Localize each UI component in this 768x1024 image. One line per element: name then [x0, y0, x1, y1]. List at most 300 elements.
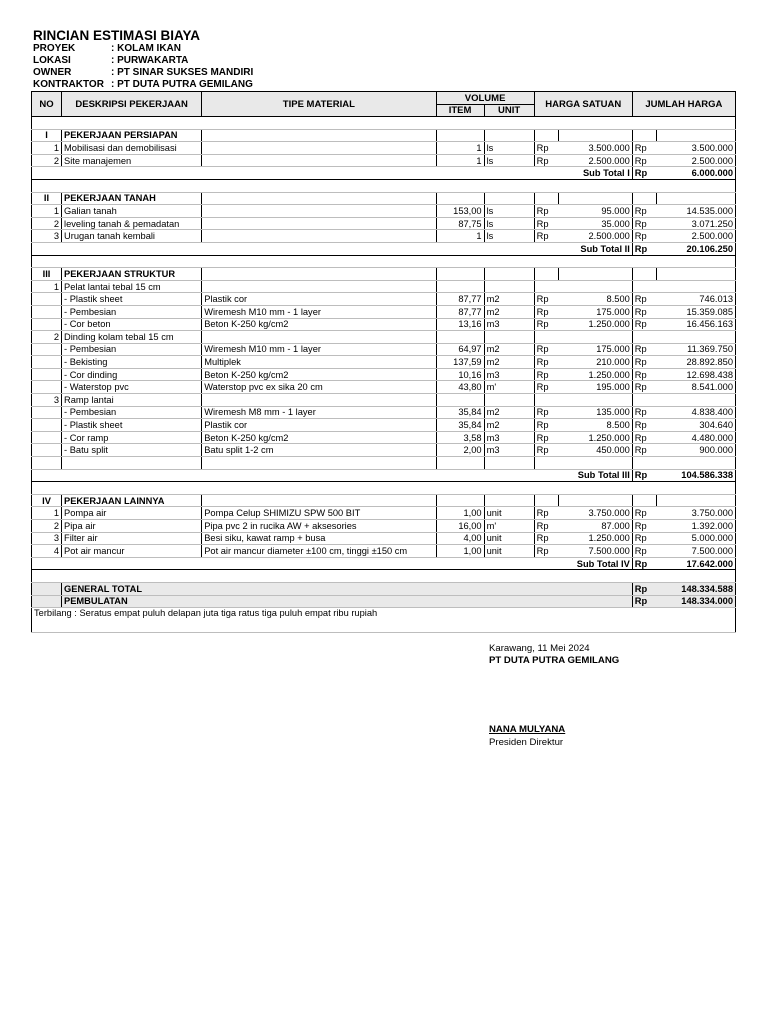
- owner-row: [33, 67, 253, 79]
- subtotal-label: Sub Total III: [32, 469, 633, 482]
- total-price: [656, 457, 735, 470]
- total-price-currency: Rp: [632, 520, 656, 533]
- volume-unit: [484, 457, 534, 470]
- spacer-row: [32, 255, 736, 268]
- table-row: [32, 532, 736, 545]
- total-price: 11.369.750: [656, 343, 735, 356]
- volume-unit: m3: [484, 431, 534, 444]
- header-item: ITEM: [436, 105, 484, 117]
- material-type: [202, 331, 436, 344]
- volume-unit: unit: [484, 545, 534, 558]
- unit-price: [558, 331, 632, 344]
- document-title: RINCIAN ESTIMASI BIAYA: [33, 28, 201, 43]
- total-price-currency: Rp: [632, 444, 656, 457]
- unit-price-currency: [534, 394, 558, 407]
- subtotal-row: [32, 469, 736, 482]
- unit-price: 175.000: [558, 343, 632, 356]
- subtotal-row: [32, 557, 736, 570]
- work-description: Galian tanah: [62, 205, 202, 218]
- table-row: [32, 142, 736, 155]
- material-type: Multiplek: [202, 356, 436, 369]
- table-body: [32, 117, 736, 633]
- total-price-currency: Rp: [632, 293, 656, 306]
- unit-price-currency: [534, 457, 558, 470]
- owner-value: : PT SINAR SUKSES MANDIRI: [111, 67, 254, 78]
- row-number: [32, 419, 62, 432]
- work-description: Pipa air: [62, 520, 202, 533]
- header-total-price: JUMLAH HARGA: [632, 92, 735, 117]
- volume-item: 4,00: [436, 532, 484, 545]
- project-row: [33, 43, 253, 55]
- empty-rp-cell: [534, 494, 558, 507]
- unit-price-currency: [534, 331, 558, 344]
- table-row: [32, 318, 736, 331]
- total-price: 15.359.085: [656, 305, 735, 318]
- subtotal-amount: 104.586.338: [656, 469, 735, 482]
- row-number: [32, 444, 62, 457]
- volume-unit: m2: [484, 356, 534, 369]
- table-row: [32, 394, 736, 407]
- row-number: [32, 356, 62, 369]
- total-price: 4.838.400: [656, 406, 735, 419]
- section-title: PEKERJAAN PERSIAPAN: [62, 129, 202, 142]
- unit-price-currency: Rp: [534, 154, 558, 167]
- volume-item: 3,58: [436, 431, 484, 444]
- material-type: Beton K-250 kg/cm2: [202, 368, 436, 381]
- volume-item: [436, 331, 484, 344]
- table-row: [32, 293, 736, 306]
- volume-unit: m2: [484, 305, 534, 318]
- unit-price: 175.000: [558, 305, 632, 318]
- row-number: [32, 368, 62, 381]
- volume-item: 35,84: [436, 419, 484, 432]
- unit-price: 95.000: [558, 205, 632, 218]
- volume-item: 1,00: [436, 507, 484, 520]
- grand-total-amount: 148.334.000: [656, 595, 735, 608]
- unit-price: 7.500.000: [558, 545, 632, 558]
- unit-price: 35.000: [558, 217, 632, 230]
- volume-unit: unit: [484, 507, 534, 520]
- total-price: 3.071.250: [656, 217, 735, 230]
- work-description: Urugan tanah kembali: [62, 230, 202, 243]
- signature-company: PT DUTA PUTRA GEMILANG: [489, 655, 620, 666]
- work-description: leveling tanah & pemadatan: [62, 217, 202, 230]
- contractor-value: : PT DUTA PUTRA GEMILANG: [111, 79, 253, 90]
- unit-price-currency: [534, 280, 558, 293]
- volume-unit: m2: [484, 419, 534, 432]
- volume-unit: m2: [484, 343, 534, 356]
- header-unit: UNIT: [484, 105, 534, 117]
- volume-item: 16,00: [436, 520, 484, 533]
- header-no: NO: [32, 92, 62, 117]
- empty-material-cell: [202, 268, 436, 281]
- volume-item: 43,80: [436, 381, 484, 394]
- spacer-row: [32, 482, 736, 495]
- material-type: Beton K-250 kg/cm2: [202, 431, 436, 444]
- table-row: [32, 444, 736, 457]
- project-value: : KOLAM IKAN: [111, 43, 181, 54]
- spacer-cell: [32, 482, 736, 495]
- empty-material-cell: [202, 494, 436, 507]
- volume-item: 1: [436, 230, 484, 243]
- material-type: [202, 217, 436, 230]
- volume-item: 137,59: [436, 356, 484, 369]
- empty-unit-cell: [484, 268, 534, 281]
- section-number: III: [32, 268, 62, 281]
- volume-item: 1,00: [436, 545, 484, 558]
- material-type: [202, 142, 436, 155]
- total-price-currency: Rp: [632, 305, 656, 318]
- material-type: [202, 280, 436, 293]
- material-type: Pot air mancur diameter ±100 cm, tinggi ±150 cm: [202, 545, 436, 558]
- location-label: LOKASI: [33, 55, 71, 66]
- total-price: 746.013: [656, 293, 735, 306]
- amount-in-words-row: [32, 608, 736, 633]
- total-price-currency: Rp: [632, 230, 656, 243]
- empty-price-cell: [558, 129, 632, 142]
- table-row: [32, 356, 736, 369]
- contractor-row: [33, 79, 253, 91]
- volume-unit: m2: [484, 406, 534, 419]
- unit-price-currency: Rp: [534, 230, 558, 243]
- unit-price-currency: Rp: [534, 444, 558, 457]
- unit-price-currency: Rp: [534, 431, 558, 444]
- total-price-currency: [632, 331, 656, 344]
- grand-total-row: [32, 595, 736, 608]
- signature-place-date: Karawang, 11 Mei 2024: [489, 643, 590, 654]
- volume-unit: unit: [484, 532, 534, 545]
- grand-total-row: [32, 582, 736, 595]
- volume-unit: [484, 280, 534, 293]
- unit-price-currency: Rp: [534, 381, 558, 394]
- empty-price-cell: [558, 268, 632, 281]
- material-type: Plastik cor: [202, 293, 436, 306]
- table-row: [32, 507, 736, 520]
- table-row: [32, 545, 736, 558]
- work-description: - Plastik sheet: [62, 293, 202, 306]
- header-volume: VOLUME: [436, 92, 534, 105]
- amount-in-words: Terbilang : Seratus empat puluh delapan juta tiga ratus tiga puluh empat ribu rupiah: [32, 608, 736, 633]
- header-unit-price: HARGA SATUAN: [534, 92, 632, 117]
- total-price-currency: Rp: [632, 431, 656, 444]
- unit-price: 210.000: [558, 356, 632, 369]
- total-price: 900.000: [656, 444, 735, 457]
- empty-number-cell: [32, 595, 62, 608]
- table-row: [32, 457, 736, 470]
- grand-total-currency: Rp: [632, 582, 656, 595]
- material-type: [202, 230, 436, 243]
- signatory-name: NANA MULYANA: [489, 724, 566, 735]
- empty-material-cell: [202, 129, 436, 142]
- row-number: [32, 318, 62, 331]
- volume-unit: m3: [484, 318, 534, 331]
- work-description: Site manajemen: [62, 154, 202, 167]
- table-row: [32, 230, 736, 243]
- total-price: 14.535.000: [656, 205, 735, 218]
- empty-rp-cell: [632, 268, 656, 281]
- work-description: - Batu split: [62, 444, 202, 457]
- unit-price-currency: Rp: [534, 293, 558, 306]
- volume-item: 64,97: [436, 343, 484, 356]
- volume-unit: ls: [484, 142, 534, 155]
- material-type: Beton K-250 kg/cm2: [202, 318, 436, 331]
- material-type: Pipa pvc 2 in rucika AW + aksesories: [202, 520, 436, 533]
- project-label: PROYEK: [33, 43, 76, 54]
- grand-total-label: GENERAL TOTAL: [62, 582, 633, 595]
- empty-total-cell: [656, 494, 735, 507]
- volume-unit: m2: [484, 293, 534, 306]
- work-description: - Pembesian: [62, 343, 202, 356]
- total-price-currency: Rp: [632, 142, 656, 155]
- subtotal-amount: 17.642.000: [656, 557, 735, 570]
- row-number: [32, 406, 62, 419]
- empty-qty-cell: [436, 192, 484, 205]
- subtotal-currency: Rp: [632, 557, 656, 570]
- empty-total-cell: [656, 192, 735, 205]
- grand-total-amount: 148.334.588: [656, 582, 735, 595]
- spacer-cell: [32, 570, 736, 583]
- unit-price: 3.750.000: [558, 507, 632, 520]
- volume-item: 13,16: [436, 318, 484, 331]
- work-description: - Cor ramp: [62, 431, 202, 444]
- section-row: [32, 494, 736, 507]
- material-type: Wiremesh M8 mm - 1 layer: [202, 406, 436, 419]
- table-row: [32, 205, 736, 218]
- spacer-cell: [32, 255, 736, 268]
- volume-unit: ls: [484, 205, 534, 218]
- volume-unit: m': [484, 520, 534, 533]
- total-price: 5.000.000: [656, 532, 735, 545]
- volume-item: [436, 280, 484, 293]
- material-type: Pompa Celup SHIMIZU SPW 500 BIT: [202, 507, 436, 520]
- subtotal-row: [32, 242, 736, 255]
- unit-price: 8.500: [558, 293, 632, 306]
- total-price-currency: Rp: [632, 356, 656, 369]
- material-type: Batu split 1-2 cm: [202, 444, 436, 457]
- unit-price: [558, 394, 632, 407]
- material-type: Waterstop pvc ex sika 20 cm: [202, 381, 436, 394]
- volume-item: [436, 457, 484, 470]
- work-description: - Cor dinding: [62, 368, 202, 381]
- material-type: [202, 205, 436, 218]
- unit-price: [558, 280, 632, 293]
- table-row: [32, 305, 736, 318]
- volume-item: 2,00: [436, 444, 484, 457]
- subtotal-currency: Rp: [632, 469, 656, 482]
- unit-price: 1.250.000: [558, 431, 632, 444]
- row-number: 2: [32, 154, 62, 167]
- row-number: 3: [32, 230, 62, 243]
- material-type: Wiremesh M10 mm - 1 layer: [202, 343, 436, 356]
- subtotal-currency: Rp: [632, 167, 656, 180]
- total-price: [656, 394, 735, 407]
- empty-rp-cell: [632, 129, 656, 142]
- total-price-currency: [632, 457, 656, 470]
- total-price: 2.500.000: [656, 230, 735, 243]
- total-price-currency: [632, 280, 656, 293]
- row-number: 3: [32, 394, 62, 407]
- total-price-currency: [632, 394, 656, 407]
- subtotal-amount: 6.000.000: [656, 167, 735, 180]
- volume-unit: m3: [484, 368, 534, 381]
- volume-unit: [484, 331, 534, 344]
- work-description: Pot air mancur: [62, 545, 202, 558]
- unit-price-currency: Rp: [534, 532, 558, 545]
- section-title: PEKERJAAN LAINNYA: [62, 494, 202, 507]
- spacer-cell: [32, 117, 736, 130]
- subtotal-row: [32, 167, 736, 180]
- work-description: - Waterstop pvc: [62, 381, 202, 394]
- empty-rp-cell: [632, 494, 656, 507]
- empty-material-cell: [202, 192, 436, 205]
- section-row: [32, 268, 736, 281]
- work-description: - Plastik sheet: [62, 419, 202, 432]
- row-number: 1: [32, 205, 62, 218]
- unit-price: 450.000: [558, 444, 632, 457]
- unit-price-currency: Rp: [534, 520, 558, 533]
- unit-price: 2.500.000: [558, 154, 632, 167]
- volume-unit: ls: [484, 154, 534, 167]
- volume-unit: ls: [484, 217, 534, 230]
- total-price-currency: Rp: [632, 205, 656, 218]
- unit-price: 3.500.000: [558, 142, 632, 155]
- total-price: 1.392.000: [656, 520, 735, 533]
- total-price: 28.892.850: [656, 356, 735, 369]
- total-price-currency: Rp: [632, 154, 656, 167]
- section-number: I: [32, 129, 62, 142]
- empty-number-cell: [32, 582, 62, 595]
- unit-price-currency: Rp: [534, 142, 558, 155]
- material-type: Besi siku, kawat ramp + busa: [202, 532, 436, 545]
- work-description: Filter air: [62, 532, 202, 545]
- grand-total-label: PEMBULATAN: [62, 595, 633, 608]
- total-price-currency: Rp: [632, 419, 656, 432]
- total-price: 16.456.163: [656, 318, 735, 331]
- empty-rp-cell: [534, 129, 558, 142]
- material-type: [202, 154, 436, 167]
- row-number: 1: [32, 142, 62, 155]
- location-row: [33, 55, 253, 67]
- volume-unit: ls: [484, 230, 534, 243]
- location-value: : PURWAKARTA: [111, 55, 189, 66]
- row-number: 1: [32, 507, 62, 520]
- work-description: - Bekisting: [62, 356, 202, 369]
- total-price: 3.500.000: [656, 142, 735, 155]
- section-number: IV: [32, 494, 62, 507]
- cost-estimate-table: [31, 91, 736, 633]
- total-price-currency: Rp: [632, 343, 656, 356]
- spacer-row: [32, 179, 736, 192]
- volume-item: 35,84: [436, 406, 484, 419]
- total-price-currency: Rp: [632, 406, 656, 419]
- signatory-position: Presiden Direktur: [489, 737, 564, 748]
- empty-price-cell: [558, 494, 632, 507]
- subtotal-amount: 20.106.250: [656, 242, 735, 255]
- work-description: Mobilisasi dan demobilisasi: [62, 142, 202, 155]
- material-type: [202, 457, 436, 470]
- total-price: 8.541.000: [656, 381, 735, 394]
- unit-price-currency: Rp: [534, 368, 558, 381]
- row-number: [32, 381, 62, 394]
- work-description: [62, 457, 202, 470]
- row-number: [32, 457, 62, 470]
- row-number: [32, 293, 62, 306]
- empty-unit-cell: [484, 192, 534, 205]
- material-type: Wiremesh M10 mm - 1 layer: [202, 305, 436, 318]
- total-price-currency: Rp: [632, 545, 656, 558]
- empty-qty-cell: [436, 268, 484, 281]
- total-price: 7.500.000: [656, 545, 735, 558]
- empty-unit-cell: [484, 129, 534, 142]
- unit-price-currency: Rp: [534, 318, 558, 331]
- total-price: 304.640: [656, 419, 735, 432]
- row-number: 3: [32, 532, 62, 545]
- unit-price-currency: Rp: [534, 343, 558, 356]
- work-description: - Cor beton: [62, 318, 202, 331]
- unit-price-currency: Rp: [534, 419, 558, 432]
- table-row: [32, 381, 736, 394]
- material-type: [202, 394, 436, 407]
- project-info: [33, 43, 253, 91]
- work-description: - Pembesian: [62, 406, 202, 419]
- volume-item: 87,77: [436, 305, 484, 318]
- material-type: Plastik cor: [202, 419, 436, 432]
- table-row: [32, 520, 736, 533]
- signature-block: [489, 643, 619, 667]
- row-number: [32, 343, 62, 356]
- total-price: 12.698.438: [656, 368, 735, 381]
- row-number: 2: [32, 520, 62, 533]
- empty-unit-cell: [484, 494, 534, 507]
- work-description: - Pembesian: [62, 305, 202, 318]
- section-title: PEKERJAAN STRUKTUR: [62, 268, 202, 281]
- subtotal-label: Sub Total I: [32, 167, 633, 180]
- empty-qty-cell: [436, 494, 484, 507]
- work-description: Ramp lantai: [62, 394, 202, 407]
- spacer-row: [32, 570, 736, 583]
- table-row: [32, 280, 736, 293]
- row-number: 1: [32, 280, 62, 293]
- volume-item: 87,77: [436, 293, 484, 306]
- unit-price: 87.000: [558, 520, 632, 533]
- empty-price-cell: [558, 192, 632, 205]
- contractor-label: KONTRAKTOR: [33, 79, 104, 90]
- section-title: PEKERJAAN TANAH: [62, 192, 202, 205]
- table-row: [32, 217, 736, 230]
- unit-price-currency: Rp: [534, 356, 558, 369]
- row-number: [32, 431, 62, 444]
- total-price-currency: Rp: [632, 532, 656, 545]
- unit-price-currency: Rp: [534, 406, 558, 419]
- volume-item: 87,75: [436, 217, 484, 230]
- section-row: [32, 129, 736, 142]
- unit-price: 2.500.000: [558, 230, 632, 243]
- volume-unit: [484, 394, 534, 407]
- unit-price: 195.000: [558, 381, 632, 394]
- unit-price: [558, 457, 632, 470]
- work-description: Dinding kolam tebal 15 cm: [62, 331, 202, 344]
- section-number: II: [32, 192, 62, 205]
- unit-price-currency: Rp: [534, 217, 558, 230]
- unit-price-currency: Rp: [534, 507, 558, 520]
- total-price: 2.500.000: [656, 154, 735, 167]
- empty-rp-cell: [632, 192, 656, 205]
- table-row: [32, 343, 736, 356]
- total-price-currency: Rp: [632, 368, 656, 381]
- total-price: [656, 331, 735, 344]
- total-price-currency: Rp: [632, 318, 656, 331]
- empty-total-cell: [656, 129, 735, 142]
